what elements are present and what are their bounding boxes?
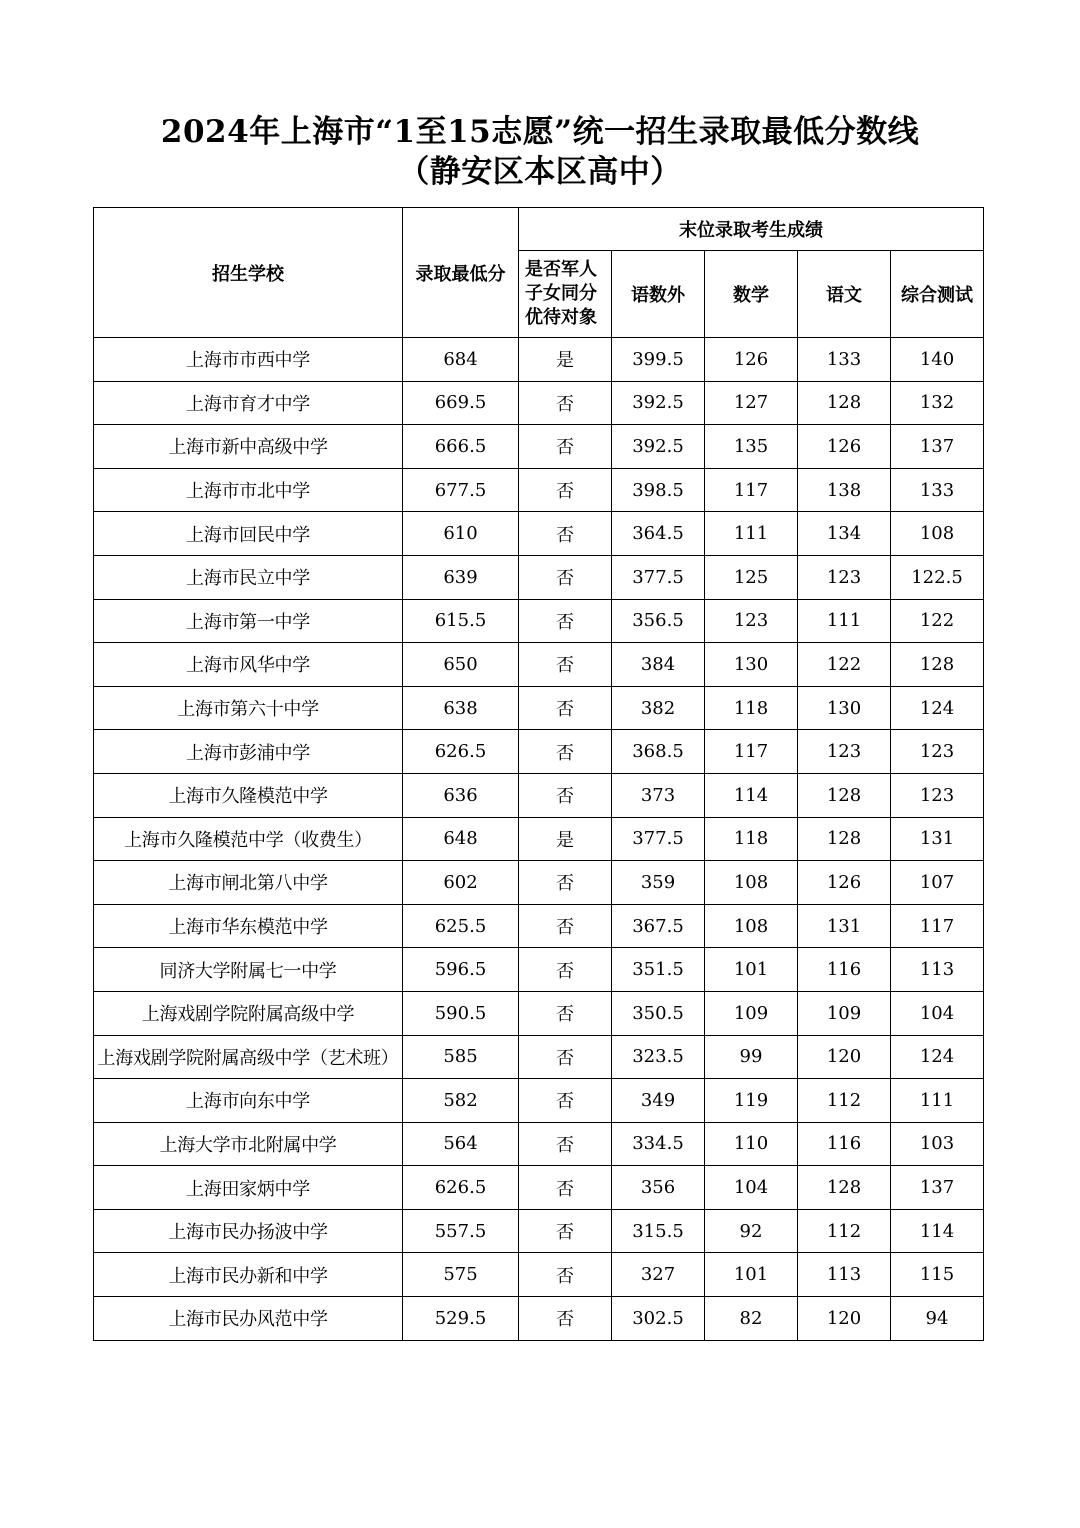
math-cell: 123 xyxy=(705,599,798,643)
military-priority-cell: 否 xyxy=(519,1166,612,1210)
math-cell: 104 xyxy=(705,1166,798,1210)
table-row xyxy=(94,773,984,817)
chinese-cell: 123 xyxy=(798,555,891,599)
comprehensive-cell: 117 xyxy=(891,904,984,948)
school-name-cell: 上海市久隆模范中学 xyxy=(94,773,403,817)
school-name-cell: 上海市育才中学 xyxy=(94,381,403,425)
comprehensive-cell: 94 xyxy=(891,1297,984,1341)
yushuwai-cell: 377.5 xyxy=(612,555,705,599)
math-cell: 111 xyxy=(705,512,798,556)
math-cell: 114 xyxy=(705,773,798,817)
header-yushuwai: 语数外 xyxy=(612,251,705,338)
header-school: 招生学校 xyxy=(94,208,403,338)
school-name-cell: 上海市第一中学 xyxy=(94,599,403,643)
military-priority-cell: 否 xyxy=(519,686,612,730)
military-priority-cell: 否 xyxy=(519,904,612,948)
chinese-cell: 120 xyxy=(798,1035,891,1079)
min-score-cell: 650 xyxy=(403,643,519,687)
yushuwai-cell: 323.5 xyxy=(612,1035,705,1079)
military-priority-cell: 否 xyxy=(519,773,612,817)
school-name-cell: 上海大学市北附属中学 xyxy=(94,1122,403,1166)
comprehensive-cell: 111 xyxy=(891,1079,984,1123)
yushuwai-cell: 392.5 xyxy=(612,381,705,425)
math-cell: 109 xyxy=(705,991,798,1035)
math-cell: 108 xyxy=(705,904,798,948)
math-cell: 82 xyxy=(705,1297,798,1341)
min-score-cell: 585 xyxy=(403,1035,519,1079)
school-name-cell: 上海市民立中学 xyxy=(94,555,403,599)
table-row xyxy=(94,1035,984,1079)
school-name-cell: 上海市向东中学 xyxy=(94,1079,403,1123)
table-row xyxy=(94,381,984,425)
school-name-cell: 上海田家炳中学 xyxy=(94,1166,403,1210)
school-name-cell: 同济大学附属七一中学 xyxy=(94,948,403,992)
min-score-cell: 677.5 xyxy=(403,468,519,512)
yushuwai-cell: 359 xyxy=(612,861,705,905)
min-score-cell: 669.5 xyxy=(403,381,519,425)
school-name-cell: 上海市市北中学 xyxy=(94,468,403,512)
yushuwai-cell: 364.5 xyxy=(612,512,705,556)
min-score-cell: 626.5 xyxy=(403,730,519,774)
comprehensive-cell: 137 xyxy=(891,425,984,469)
school-name-cell: 上海市回民中学 xyxy=(94,512,403,556)
military-priority-cell: 否 xyxy=(519,425,612,469)
table-row xyxy=(94,599,984,643)
chinese-cell: 116 xyxy=(798,1122,891,1166)
chinese-cell: 128 xyxy=(798,1166,891,1210)
comprehensive-cell: 108 xyxy=(891,512,984,556)
chinese-cell: 128 xyxy=(798,381,891,425)
school-name-cell: 上海市第六十中学 xyxy=(94,686,403,730)
school-name-cell: 上海市民办扬波中学 xyxy=(94,1209,403,1253)
table-row xyxy=(94,948,984,992)
comprehensive-cell: 122.5 xyxy=(891,555,984,599)
min-score-cell: 582 xyxy=(403,1079,519,1123)
min-score-cell: 626.5 xyxy=(403,1166,519,1210)
comprehensive-cell: 128 xyxy=(891,643,984,687)
chinese-cell: 122 xyxy=(798,643,891,687)
math-cell: 125 xyxy=(705,555,798,599)
yushuwai-cell: 351.5 xyxy=(612,948,705,992)
min-score-cell: 648 xyxy=(403,817,519,861)
yushuwai-cell: 349 xyxy=(612,1079,705,1123)
chinese-cell: 131 xyxy=(798,904,891,948)
chinese-cell: 113 xyxy=(798,1253,891,1297)
school-name-cell: 上海市市西中学 xyxy=(94,338,403,382)
yushuwai-cell: 302.5 xyxy=(612,1297,705,1341)
military-priority-cell: 是 xyxy=(519,338,612,382)
comprehensive-cell: 140 xyxy=(891,338,984,382)
comprehensive-cell: 123 xyxy=(891,773,984,817)
min-score-cell: 602 xyxy=(403,861,519,905)
math-cell: 101 xyxy=(705,1253,798,1297)
comprehensive-cell: 124 xyxy=(891,1035,984,1079)
table-row xyxy=(94,1079,984,1123)
chinese-cell: 116 xyxy=(798,948,891,992)
school-name-cell: 上海市风华中学 xyxy=(94,643,403,687)
min-score-cell: 529.5 xyxy=(403,1297,519,1341)
table-row xyxy=(94,817,984,861)
school-name-cell: 上海戏剧学院附属高级中学 xyxy=(94,991,403,1035)
military-priority-cell: 否 xyxy=(519,599,612,643)
yushuwai-cell: 398.5 xyxy=(612,468,705,512)
header-min-score: 录取最低分 xyxy=(403,208,519,338)
school-name-cell: 上海市华东模范中学 xyxy=(94,904,403,948)
table-row xyxy=(94,468,984,512)
min-score-cell: 596.5 xyxy=(403,948,519,992)
military-priority-cell: 否 xyxy=(519,1209,612,1253)
school-name-cell: 上海市民办风范中学 xyxy=(94,1297,403,1341)
yushuwai-cell: 315.5 xyxy=(612,1209,705,1253)
table-row xyxy=(94,1122,984,1166)
chinese-cell: 111 xyxy=(798,599,891,643)
math-cell: 110 xyxy=(705,1122,798,1166)
yushuwai-cell: 350.5 xyxy=(612,991,705,1035)
min-score-cell: 590.5 xyxy=(403,991,519,1035)
min-score-cell: 610 xyxy=(403,512,519,556)
math-cell: 130 xyxy=(705,643,798,687)
math-cell: 99 xyxy=(705,1035,798,1079)
school-name-cell: 上海市闸北第八中学 xyxy=(94,861,403,905)
chinese-cell: 138 xyxy=(798,468,891,512)
military-priority-cell: 否 xyxy=(519,1297,612,1341)
min-score-cell: 615.5 xyxy=(403,599,519,643)
header-last-admitted-scores: 末位录取考生成绩 xyxy=(519,208,984,251)
chinese-cell: 128 xyxy=(798,817,891,861)
school-name-cell: 上海市久隆模范中学（收费生） xyxy=(94,817,403,861)
table-row xyxy=(94,425,984,469)
military-priority-cell: 否 xyxy=(519,381,612,425)
math-cell: 117 xyxy=(705,730,798,774)
comprehensive-cell: 107 xyxy=(891,861,984,905)
math-cell: 119 xyxy=(705,1079,798,1123)
school-name-cell: 上海市彭浦中学 xyxy=(94,730,403,774)
header-chinese: 语文 xyxy=(798,251,891,338)
chinese-cell: 112 xyxy=(798,1079,891,1123)
math-cell: 108 xyxy=(705,861,798,905)
table-row xyxy=(94,904,984,948)
military-priority-cell: 否 xyxy=(519,991,612,1035)
comprehensive-cell: 137 xyxy=(891,1166,984,1210)
comprehensive-cell: 122 xyxy=(891,599,984,643)
math-cell: 135 xyxy=(705,425,798,469)
math-cell: 92 xyxy=(705,1209,798,1253)
table-row xyxy=(94,1253,984,1297)
yushuwai-cell: 382 xyxy=(612,686,705,730)
table-row xyxy=(94,1209,984,1253)
military-priority-cell: 否 xyxy=(519,512,612,556)
table-body xyxy=(94,338,984,1341)
military-priority-cell: 否 xyxy=(519,948,612,992)
chinese-cell: 128 xyxy=(798,773,891,817)
table-row xyxy=(94,1166,984,1210)
comprehensive-cell: 131 xyxy=(891,817,984,861)
chinese-cell: 120 xyxy=(798,1297,891,1341)
yushuwai-cell: 392.5 xyxy=(612,425,705,469)
min-score-cell: 564 xyxy=(403,1122,519,1166)
military-priority-cell: 否 xyxy=(519,1122,612,1166)
comprehensive-cell: 113 xyxy=(891,948,984,992)
document-title xyxy=(0,112,1080,192)
header-math: 数学 xyxy=(705,251,798,338)
school-name-cell: 上海市民办新和中学 xyxy=(94,1253,403,1297)
min-score-cell: 557.5 xyxy=(403,1209,519,1253)
min-score-cell: 638 xyxy=(403,686,519,730)
chinese-cell: 134 xyxy=(798,512,891,556)
comprehensive-cell: 124 xyxy=(891,686,984,730)
military-priority-cell: 否 xyxy=(519,555,612,599)
header-row-1 xyxy=(94,208,984,251)
yushuwai-cell: 368.5 xyxy=(612,730,705,774)
yushuwai-cell: 356 xyxy=(612,1166,705,1210)
military-priority-cell: 否 xyxy=(519,1079,612,1123)
chinese-cell: 130 xyxy=(798,686,891,730)
min-score-cell: 575 xyxy=(403,1253,519,1297)
comprehensive-cell: 132 xyxy=(891,381,984,425)
math-cell: 118 xyxy=(705,686,798,730)
military-priority-cell: 否 xyxy=(519,468,612,512)
math-cell: 126 xyxy=(705,338,798,382)
min-score-cell: 666.5 xyxy=(403,425,519,469)
min-score-cell: 684 xyxy=(403,338,519,382)
yushuwai-cell: 367.5 xyxy=(612,904,705,948)
title-line-2: （静安区本区高中） xyxy=(398,154,682,190)
header-military-priority: 是否军人子女同分优待对象 xyxy=(519,251,612,338)
math-cell: 101 xyxy=(705,948,798,992)
min-score-cell: 625.5 xyxy=(403,904,519,948)
header-comprehensive: 综合测试 xyxy=(891,251,984,338)
table-row xyxy=(94,338,984,382)
comprehensive-cell: 103 xyxy=(891,1122,984,1166)
yushuwai-cell: 356.5 xyxy=(612,599,705,643)
chinese-cell: 112 xyxy=(798,1209,891,1253)
military-priority-cell: 否 xyxy=(519,643,612,687)
school-name-cell: 上海市新中高级中学 xyxy=(94,425,403,469)
math-cell: 117 xyxy=(705,468,798,512)
chinese-cell: 109 xyxy=(798,991,891,1035)
table-row xyxy=(94,686,984,730)
title-line-1: 2024年上海市“1至15志愿”统一招生录取最低分数线 xyxy=(160,114,920,150)
comprehensive-cell: 114 xyxy=(891,1209,984,1253)
table-row xyxy=(94,730,984,774)
math-cell: 127 xyxy=(705,381,798,425)
yushuwai-cell: 373 xyxy=(612,773,705,817)
yushuwai-cell: 384 xyxy=(612,643,705,687)
chinese-cell: 123 xyxy=(798,730,891,774)
comprehensive-cell: 104 xyxy=(891,991,984,1035)
table-row xyxy=(94,1297,984,1341)
military-priority-cell: 否 xyxy=(519,1253,612,1297)
yushuwai-cell: 377.5 xyxy=(612,817,705,861)
table-row xyxy=(94,555,984,599)
yushuwai-cell: 327 xyxy=(612,1253,705,1297)
comprehensive-cell: 133 xyxy=(891,468,984,512)
table-row xyxy=(94,512,984,556)
admission-score-table xyxy=(93,207,984,1341)
comprehensive-cell: 115 xyxy=(891,1253,984,1297)
chinese-cell: 133 xyxy=(798,338,891,382)
military-priority-cell: 否 xyxy=(519,1035,612,1079)
military-priority-cell: 否 xyxy=(519,730,612,774)
math-cell: 118 xyxy=(705,817,798,861)
table-row xyxy=(94,991,984,1035)
school-name-cell: 上海戏剧学院附属高级中学（艺术班） xyxy=(94,1035,403,1079)
military-priority-cell: 是 xyxy=(519,817,612,861)
min-score-cell: 639 xyxy=(403,555,519,599)
yushuwai-cell: 334.5 xyxy=(612,1122,705,1166)
chinese-cell: 126 xyxy=(798,425,891,469)
chinese-cell: 126 xyxy=(798,861,891,905)
military-priority-cell: 否 xyxy=(519,861,612,905)
min-score-cell: 636 xyxy=(403,773,519,817)
yushuwai-cell: 399.5 xyxy=(612,338,705,382)
table-row xyxy=(94,861,984,905)
comprehensive-cell: 123 xyxy=(891,730,984,774)
table-row xyxy=(94,643,984,687)
